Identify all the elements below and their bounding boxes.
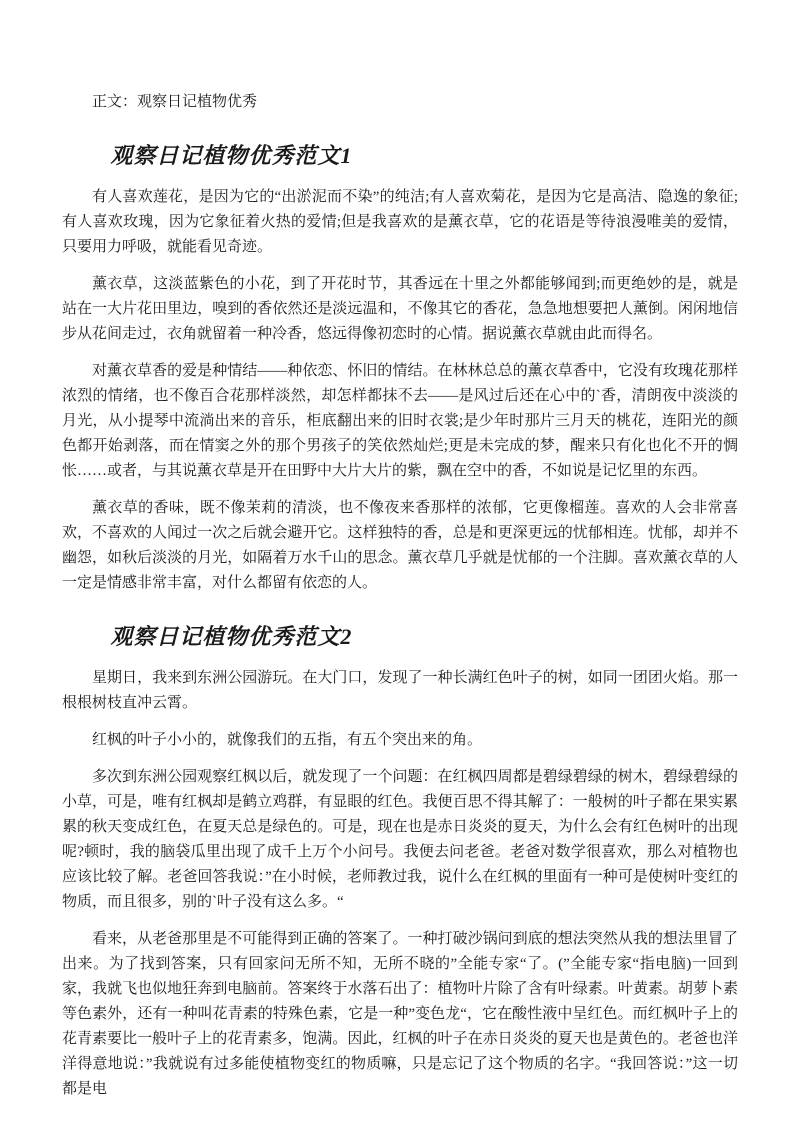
section-2-paragraph-3: 多次到东洲公园观察红枫以后，就发现了一个问题：在红枫四周都是碧绿碧绿的树木，碧绿碧绿的小草，可是，唯有红枫却是鹤立鸡群，有显眼的红色。我便百思不得其解了：一般树的叶子都在果实累累的秋天变成红色，在夏天总是绿色的。可是，现在也是赤日炎炎的夏天，为什么会有红色树叶的出现呢?顿时，我的脑袋瓜里出现了成千上万个小问号。我便去问老爸。老爸对数学很喜欢，那么对植物也应该比较了解。老爸回答我说：”在小时候，老师教过我，说什么在红枫的里面有一种可是使树叶变红的物质，而且很多，别的`叶子没有这么多。“ [62, 769, 738, 910]
section-2-paragraph-1: 星期日，我来到东洲公园游玩。在大门口，发现了一种长满红色叶子的树，如同一团团火焰。那一根根树枝直冲云霄。 [62, 670, 738, 711]
section-2-paragraph-4: 看来，从老爸那里是不可能得到正确的答案了。一种打破沙锅问到底的想法突然从我的想法里冒了出来。为了找到答案，只有回家问无所不知，无所不晓的”全能专家“了。(”全能专家“指电脑)一回到家，我就飞也似地狂奔到电脑前。答案终于水落石出了：植物叶片除了含有叶绿素。叶黄素。胡萝卜素等色素外，还有一种叫花青素的特殊色素，它是一种”变色龙“，它在酸性液中呈红色。而红枫叶子上的花青素要比一般叶子上的花青素多，饱满。因此，红枫的叶子在赤日炎炎的夏天也是黄色的。老爸也洋洋得意地说：”我就说有过多能使植物变红的物质嘛，只是忘记了这个物质的名字。“我回答说：”这一切都是电 [62, 931, 738, 1097]
section-1-paragraph-4: 薰衣草的香味，既不像茉莉的清淡，也不像夜来香那样的浓郁，它更像榴莲。喜欢的人会非常喜欢，不喜欢的人闻过一次之后就会避开它。这样独特的香，总是和更深更远的忧郁相连。忧郁，却并不幽怨，如秋后淡淡的月光，如隔着万水千山的思念。薰衣草几乎就是忧郁的一个注脚。喜欢薰衣草的人一定是情感非常丰富，对什么都留有依恋的人。 [62, 500, 738, 591]
section-2-paragraph-2: 红枫的叶子小小的，就像我们的五指，有五个突出来的角。 [92, 732, 483, 748]
section-1-heading: 观察日记植物优秀范文1 [110, 143, 353, 168]
section-1-paragraph-3: 对薰衣草香的爱是种情结——种依恋、怀旧的情结。在林林总总的薰衣草香中，它没有玫瑰花那样浓烈的情绪，也不像百合花那样淡然，却怎样都抹不去——是风过后还在心中的`香，清朗夜中淡淡的月光，从小提琴中流淌出来的音乐，柜底翻出来的旧时衣裳;是少年时那片三月天的桃花，连阳光的颜色都开始剥落，而在情窦之外的那个男孩子的笑依然灿烂;更是未完成的梦，醒来只有化也化不开的惆怅……或者，与其说薰衣草是开在田野中大片大片的紫，飘在空中的香，不如说是记忆里的东西。 [62, 363, 738, 479]
section-1-paragraph-2: 薰衣草，这淡蓝紫色的小花，到了开花时节，其香远在十里之外都能够闻到;而更绝妙的是，就是站在一大片花田里边，嗅到的香依然还是淡远温和，不像其它的香花，急急地想要把人薰倒。闲闲地信步从花间走过，衣角就留着一种冷香，悠远得像初恋时的心情。据说薰衣草就由此而得名。 [62, 276, 738, 342]
document-intro: 正文：观察日记植物优秀 [92, 94, 258, 110]
section-1-paragraph-1: 有人喜欢莲花，是因为它的“出淤泥而不染”的纯洁;有人喜欢菊花，是因为它是高洁、隐逸的象征;有人喜欢玫瑰，因为它象征着火热的爱情;但是我喜欢的是薰衣草，它的花语是等待浪漫唯美的爱情，只要用力呼吸，就能看见奇迹。 [62, 189, 738, 255]
section-2-heading: 观察日记植物优秀范文2 [110, 624, 353, 649]
